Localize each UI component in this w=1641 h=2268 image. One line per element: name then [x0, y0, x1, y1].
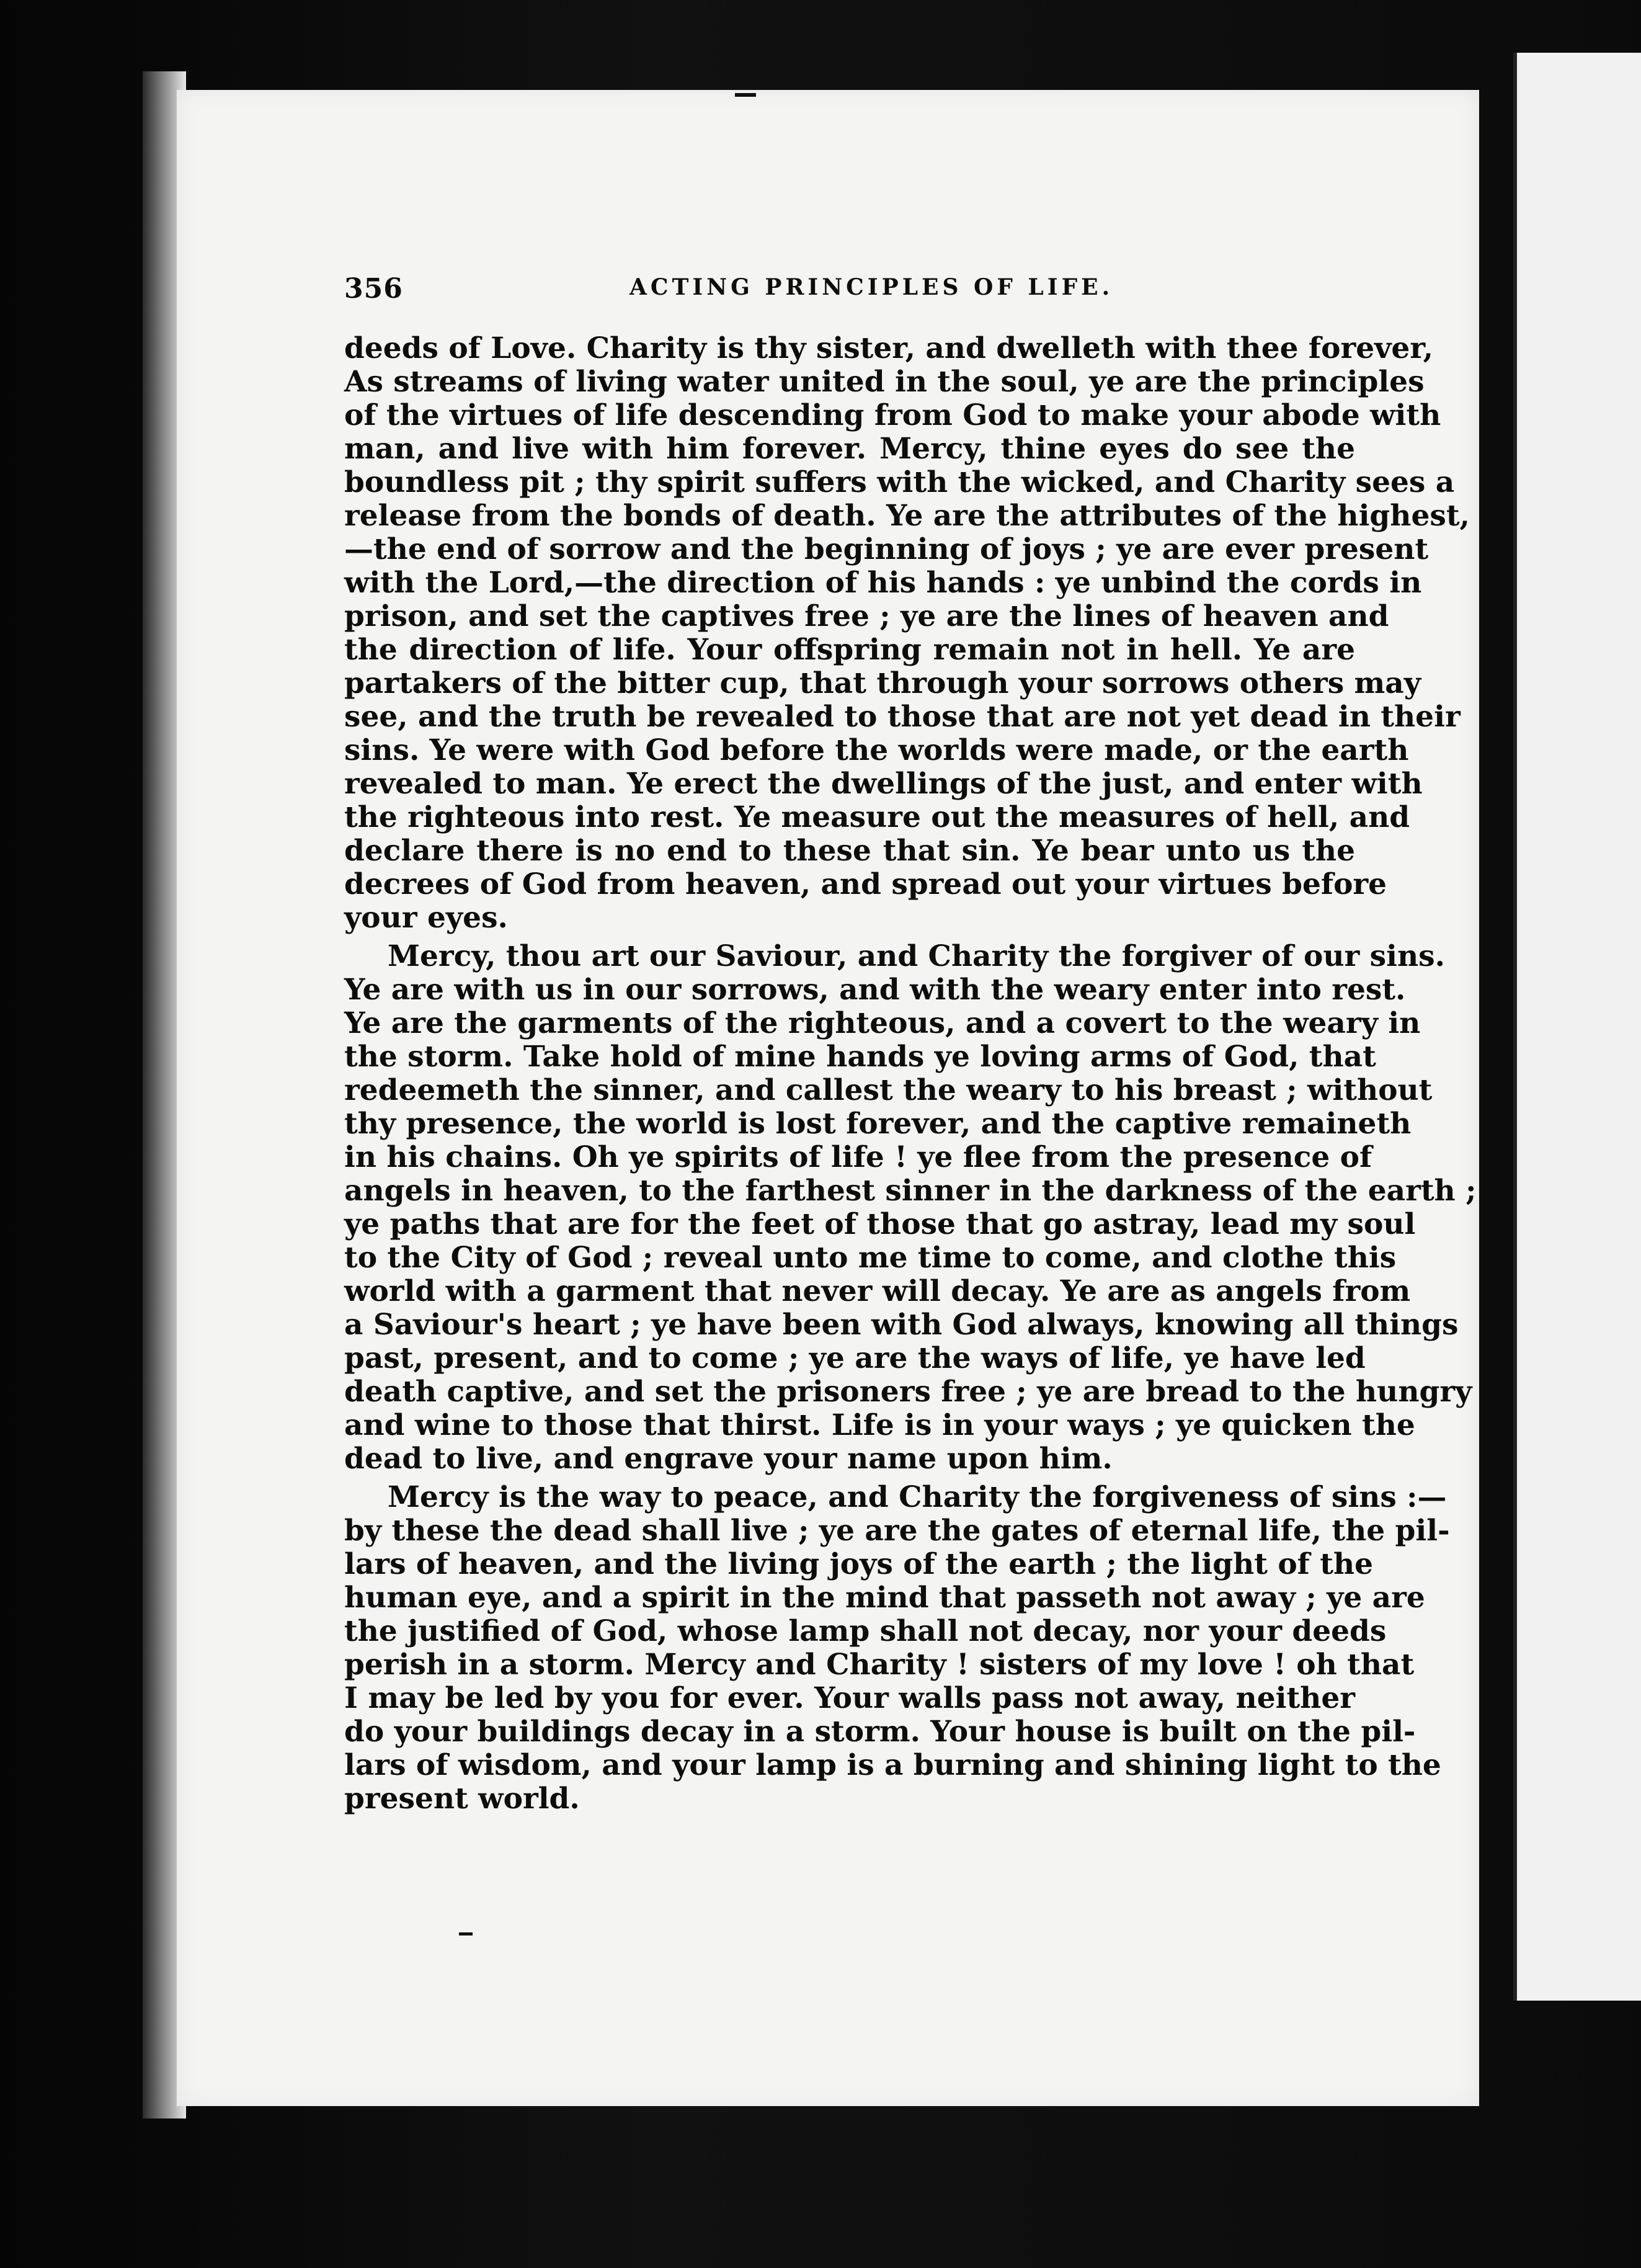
- text-line: declare there is no end to these that sin. Ye bear unto us the: [344, 834, 1355, 868]
- text-line: As streams of living water united in the soul, ye are the principles: [344, 365, 1425, 399]
- text-line: past, present, and to come ; ye are the ways of life, ye have led: [344, 1341, 1366, 1375]
- text-line: angels in heaven, to the farthest sinner in the darkness of the earth ;: [344, 1174, 1477, 1208]
- text-line: I may be led by you for ever. Your walls pass not away, neither: [344, 1681, 1355, 1715]
- text-line: of the virtues of life descending from God to make your abode with: [344, 398, 1441, 432]
- text-line: and wine to those that thirst. Life is in your ways ; ye quicken the: [344, 1408, 1415, 1442]
- text-line: sins. Ye were with God before the worlds were made, or the earth: [344, 733, 1409, 767]
- page-number: 356: [344, 273, 403, 305]
- text-line: decrees of God from heaven, and spread out your virtues before: [344, 867, 1387, 901]
- text-line: man, and live with him forever. Mercy, thine eyes do see the: [344, 432, 1355, 466]
- text-line: to the City of God ; reveal unto me time to come, and clothe this: [344, 1241, 1397, 1275]
- text-line: redeemeth the sinner, and callest the weary to his breast ; without: [344, 1073, 1433, 1107]
- text-line: the direction of life. Your offspring remain not in hell. Ye are: [344, 633, 1355, 667]
- text-line: world with a garment that never will decay. Ye are as angels from: [344, 1274, 1411, 1308]
- text-line: do your buildings decay in a storm. Your house is built on the pil-: [344, 1715, 1416, 1749]
- text-line: Ye are with us in our sorrows, and with the weary enter into rest.: [344, 973, 1406, 1007]
- paragraph: [344, 331, 1470, 935]
- text-line: lars of heaven, and the living joys of the earth ; the light of the: [344, 1547, 1374, 1581]
- text-line: revealed to man. Ye erect the dwellings of the just, and enter with: [344, 767, 1423, 801]
- text-line: dead to live, and engrave your name upon him.: [344, 1442, 1113, 1476]
- text-line: Ye are the garments of the righteous, and a covert to the weary in: [344, 1006, 1421, 1040]
- text-line: a Saviour's heart ; ye have been with God always, knowing all things: [344, 1308, 1459, 1342]
- top-dash-mark: [735, 93, 756, 97]
- text-line: Mercy is the way to peace, and Charity the forgiveness of sins :—: [388, 1480, 1447, 1514]
- body-text: [344, 331, 1477, 1816]
- text-line: with the Lord,—the direction of his hands : ye unbind the cords in: [344, 566, 1422, 600]
- text-line: the justified of God, whose lamp shall not decay, nor your deeds: [344, 1614, 1387, 1648]
- text-line: —the end of sorrow and the beginning of joys ; ye are ever present: [344, 532, 1429, 566]
- text-line: Mercy, thou art our Saviour, and Charity the forgiver of our sins.: [388, 939, 1445, 973]
- text-line: deeds of Love. Charity is thy sister, and dwelleth with thee forever,: [344, 331, 1434, 365]
- text-line: thy presence, the world is lost forever, and the captive remaineth: [344, 1107, 1412, 1141]
- text-line: prison, and set the captives free ; ye are the lines of heaven and: [344, 599, 1389, 633]
- facing-page-edge: [1513, 53, 1641, 2001]
- running-header: [344, 273, 1150, 310]
- paragraph: [344, 939, 1477, 1476]
- text-line: release from the bonds of death. Ye are the attributes of the highest,: [344, 499, 1470, 533]
- text-line: your eyes.: [344, 901, 508, 935]
- text-line: present world.: [344, 1782, 580, 1816]
- bottom-dash-mark: [459, 1932, 473, 1935]
- text-line: perish in a storm. Mercy and Charity ! sisters of my love ! oh that: [344, 1648, 1415, 1682]
- running-title: ACTING PRINCIPLES OF LIFE.: [629, 274, 1114, 300]
- text-line: see, and the truth be revealed to those that are not yet dead in their: [344, 700, 1461, 734]
- text-line: by these the dead shall live ; ye are the gates of eternal life, the pil-: [344, 1514, 1450, 1548]
- text-line: death captive, and set the prisoners free ; ye are bread to the hungry: [344, 1375, 1472, 1409]
- paragraph: [344, 1480, 1450, 1816]
- text-line: human eye, and a spirit in the mind that passeth not away ; ye are: [344, 1581, 1425, 1615]
- text-line: boundless pit ; thy spirit suffers with the wicked, and Charity sees a: [344, 465, 1455, 499]
- text-line: the storm. Take hold of mine hands ye loving arms of God, that: [344, 1040, 1376, 1074]
- text-line: ye paths that are for the feet of those that go astray, lead my soul: [344, 1207, 1416, 1241]
- text-line: in his chains. Oh ye spirits of life ! ye flee from the presence of: [344, 1140, 1372, 1174]
- text-line: partakers of the bitter cup, that through your sorrows others may: [344, 666, 1421, 700]
- text-line: lars of wisdom, and your lamp is a burning and shining light to the: [344, 1748, 1441, 1782]
- text-line: the righteous into rest. Ye measure out the measures of hell, and: [344, 800, 1410, 834]
